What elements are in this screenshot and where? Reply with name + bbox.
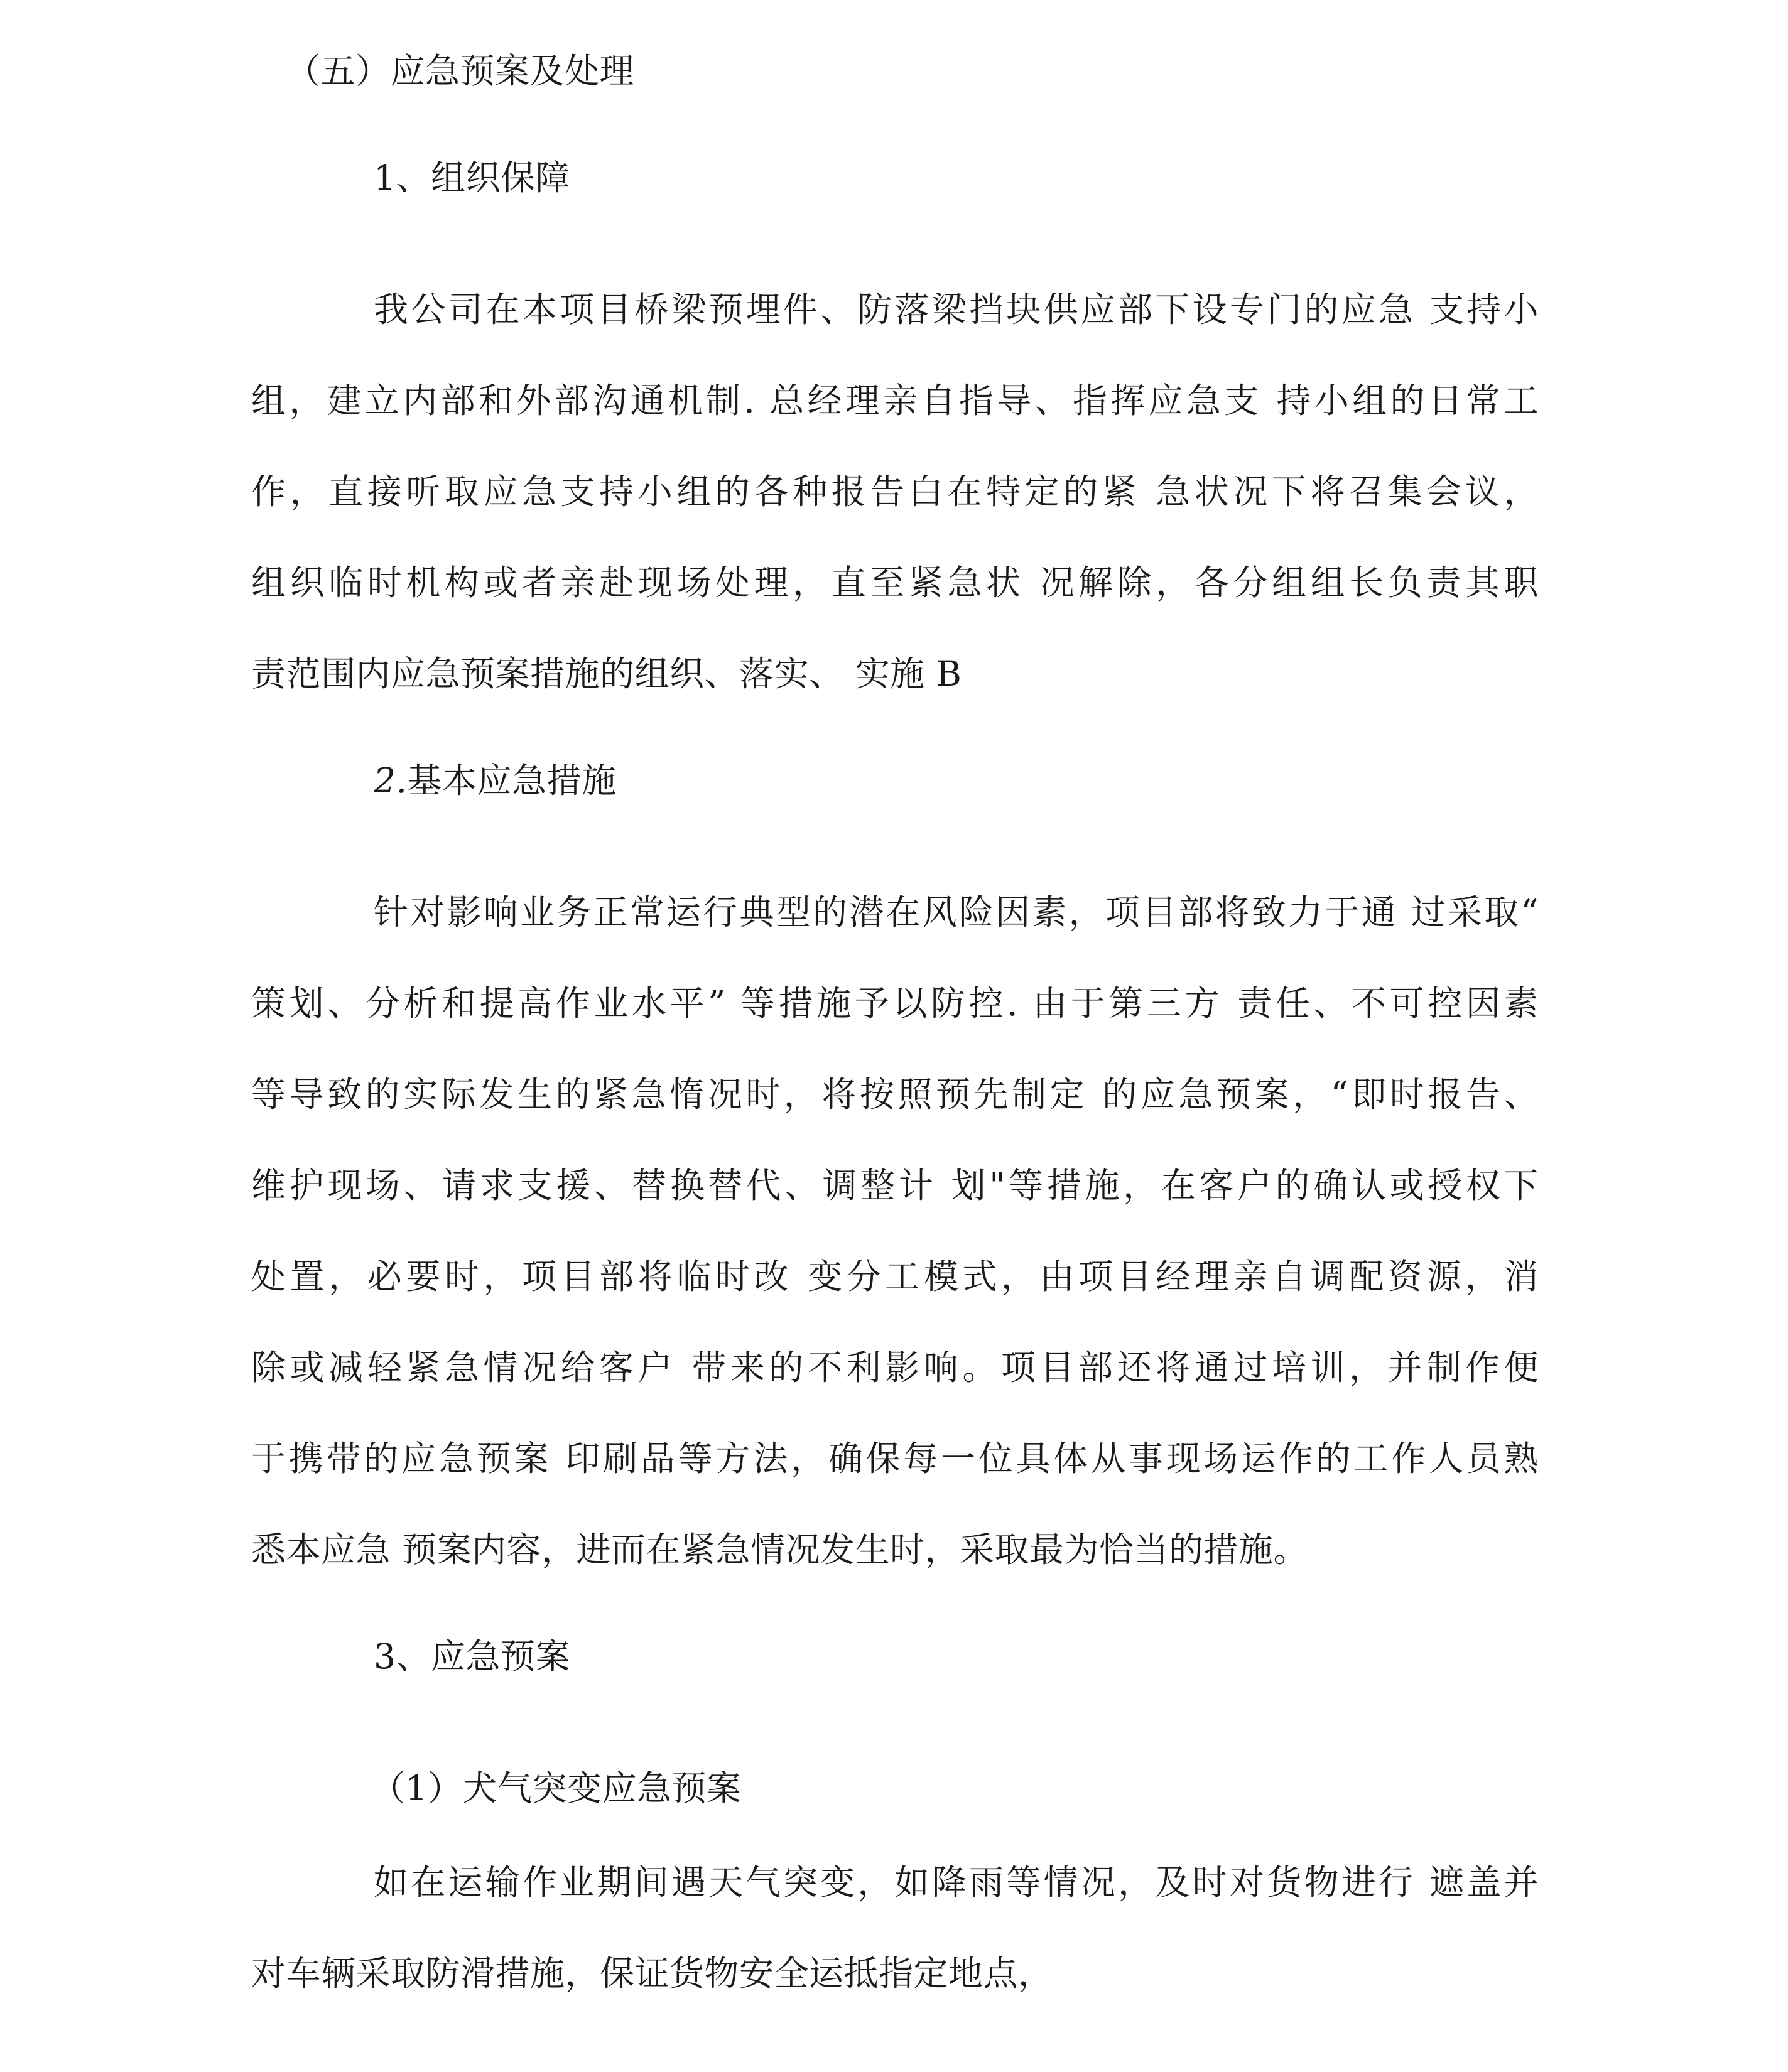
part2-line-4: 维护现场、请求支援、替换替代、调整计 划"等措施，在客户的确认或授权下 [251,1165,1539,1206]
section-heading: （五）应急预案及处理 [286,51,635,91]
part3-sub1-line-1: 如在运输作业期间遇天气突变，如降雨等情况，及时对货物进行 遮盖并 [374,1862,1539,1902]
part1-line-3: 作，直接听取应急支持小组的各种报告白在特定的紧 急状况下将召集会议， [251,472,1539,512]
part2-line-7: 于携带的应急预案 印刷品等方法，确保每一位具体从事现场运作的工作人员熟 [251,1438,1539,1479]
part2-line-8: 悉本应急 预案内容，进而在紧急情况发生时，采取最为恰当的措施。 [251,1530,1308,1570]
part1-line-5: 责范围内应急预案措施的组织、落实、 实施 B [251,654,962,694]
part2-line-5: 处置，必要时，项目部将临时改 变分工模式，由项目经理亲自调配资源，消 [251,1256,1539,1297]
part2-heading-text: 基本应急措施 [407,760,617,801]
part2-line-6: 除或减轻紧急情况给客户 带来的不利影响。项目部还将通过培训，并制作便 [251,1347,1539,1388]
part3-sub1-heading: （1）犬气突变应急预案 [371,1768,742,1808]
part2-line-3: 等导致的实际发生的紧急惰况时，将按照预先制定 的应急预案，“即时报告、 [251,1074,1539,1114]
part1-line-1: 我公司在本项目桥梁预埋件、防落梁挡块供应部下设专门的应急 支持小 [374,289,1539,330]
part2-heading-number: 2. [374,760,408,801]
part3-sub1-line-2: 对车辆采取防滑措施，保证货物安全运抵指定地点， [251,1953,1053,1994]
part1-line-2: 组，建立内部和外部沟通机制. 总经理亲自指导、指挥应急支 持小组的日常工 [251,380,1539,421]
part1-line-4: 组织临时机构或者亲赴现场处理，直至紧急状 况解除，各分组组长负责其职 [251,563,1539,603]
part1-heading: 1、组织保障 [374,158,570,198]
part3-heading: 3、应急预案 [374,1636,570,1676]
part2-line-1: 针对影响业务正常运行典型的潜在风险因素，项目部将致力于通 过采取“ [374,892,1539,932]
part2-line-2: 策划、分析和提高作业水平” 等措施予以防控. 由于第三方 责任、不可控因素 [251,983,1539,1023]
part2-heading [374,758,617,802]
